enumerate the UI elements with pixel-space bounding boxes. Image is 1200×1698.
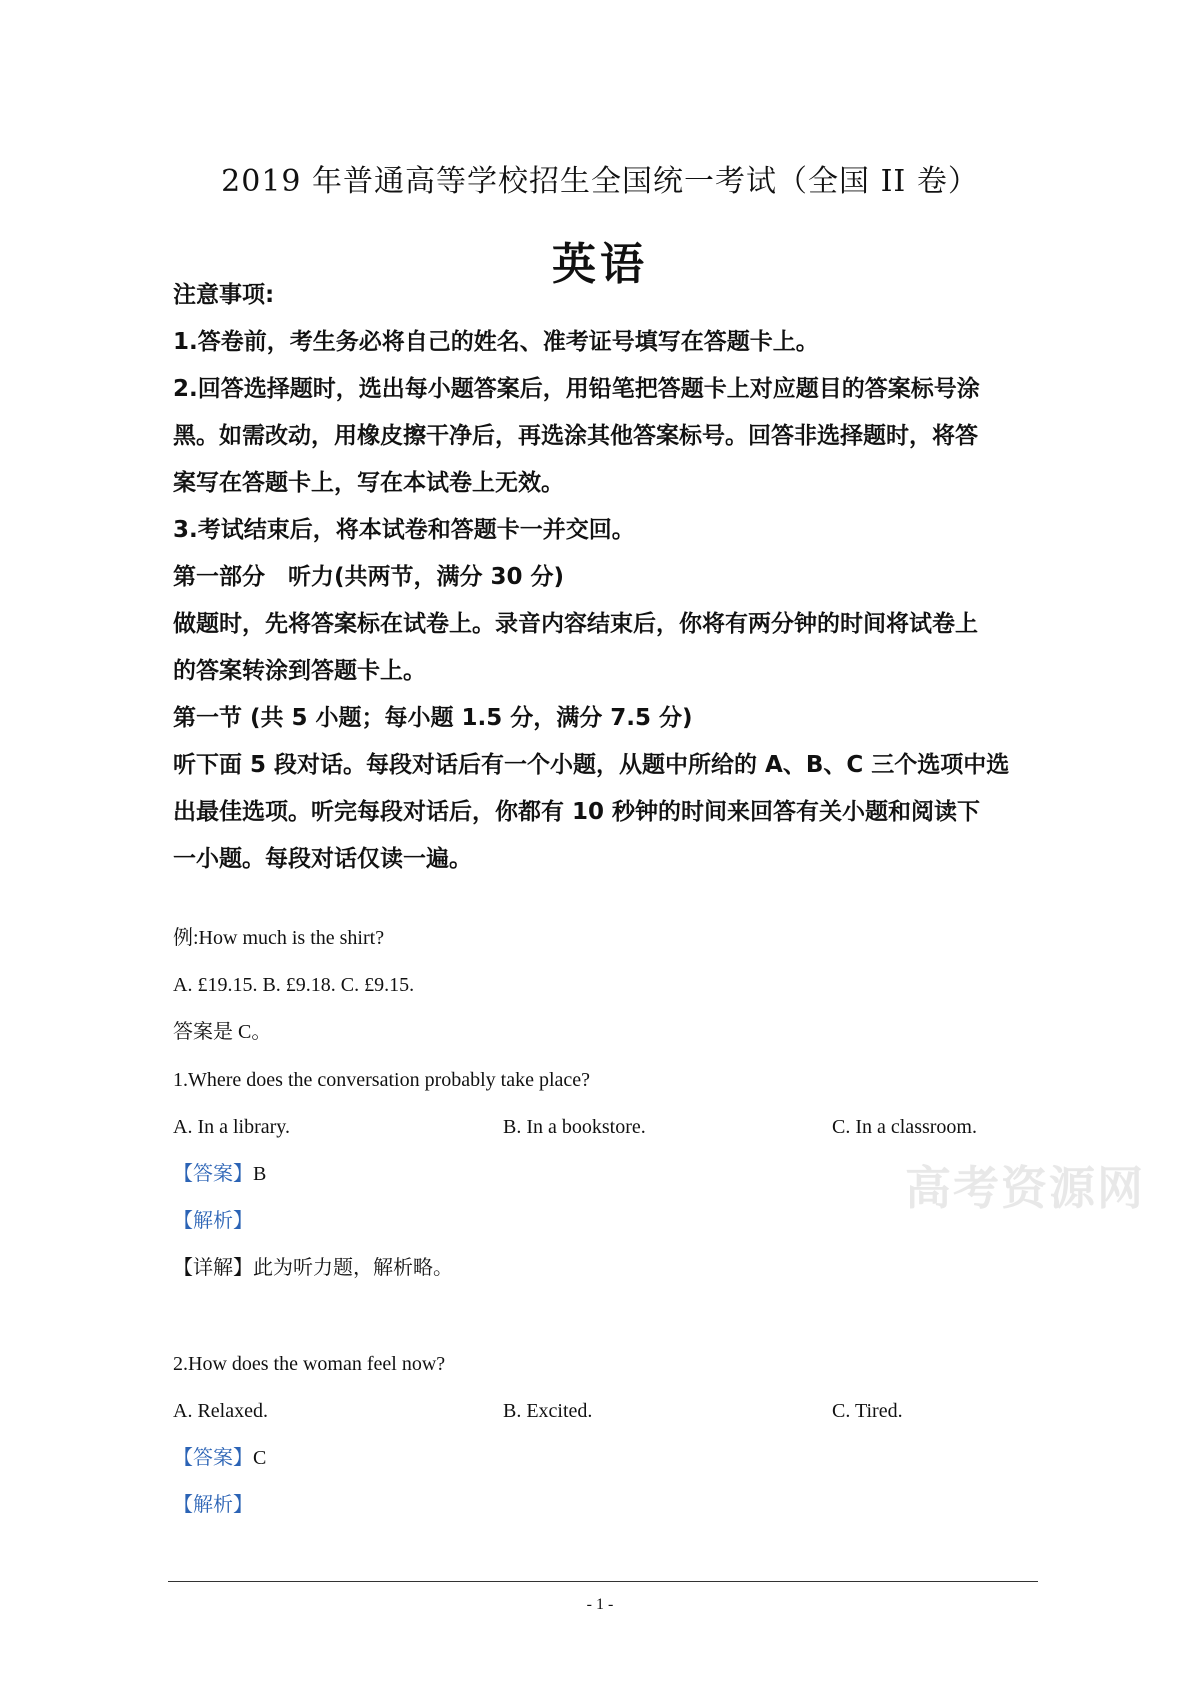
- answer-tag: 【答案】: [173, 1163, 253, 1185]
- instruction-line: 3.考试结束后，将本试卷和答题卡一并交回。: [173, 517, 635, 543]
- question-2-analysis-tag: 【解析】: [173, 1494, 253, 1516]
- page-number: - 1 -: [586, 1596, 614, 1613]
- answer-value: B: [253, 1163, 267, 1185]
- question-1-answer: [173, 1160, 266, 1188]
- watermark: 高考资源网: [905, 1161, 1145, 1215]
- footer-divider: [168, 1581, 1038, 1582]
- part1-intro-line: 做题时，先将答案标在试卷上。录音内容结束后，你将有两分钟的时间将试卷上: [173, 611, 978, 637]
- question-1-analysis-tag: 【解析】: [173, 1210, 253, 1232]
- answer-value: C: [253, 1447, 267, 1469]
- question-1-option-b: B. In a bookstore.: [503, 1116, 646, 1138]
- section1-intro-line: 一小题。每段对话仅读一遍。: [173, 846, 472, 872]
- section1-intro-line: 听下面 5 段对话。每段对话后有一个小题，从题中所给的 A、B、C 三个选项中选: [173, 752, 1010, 778]
- example-question: 例:How much is the shirt?: [173, 927, 385, 949]
- question-2-option-a: A. Relaxed.: [173, 1400, 268, 1422]
- section1-heading: 第一节 (共 5 小题；每小题 1.5 分，满分 7.5 分): [173, 705, 693, 731]
- exam-title: 2019 年普通高等学校招生全国统一考试（全国 II 卷）: [221, 164, 979, 199]
- section1-intro-line: 出最佳选项。听完每段对话后，你都有 10 秒钟的时间来回答有关小题和阅读下: [173, 799, 981, 825]
- question-2-option-b: B. Excited.: [503, 1400, 593, 1422]
- question-1-detail: 【详解】此为听力题，解析略。: [173, 1257, 453, 1279]
- instruction-line: 案写在答题卡上，写在本试卷上无效。: [173, 470, 564, 496]
- question-1: 1.Where does the conversation probably take place?: [173, 1069, 591, 1091]
- part1-heading: 第一部分 听力(共两节，满分 30 分): [173, 564, 565, 590]
- part1-intro-line: 的答案转涂到答题卡上。: [173, 658, 426, 684]
- question-2-answer: [173, 1444, 266, 1472]
- instructions-heading: 注意事项:: [173, 282, 275, 308]
- instruction-line: 2.回答选择题时，选出每小题答案后，用铅笔把答题卡上对应题目的答案标号涂: [173, 376, 980, 402]
- instruction-line: 黑。如需改动，用橡皮擦干净后，再选涂其他答案标号。回答非选择题时，将答: [173, 423, 978, 449]
- answer-tag: 【答案】: [173, 1447, 253, 1469]
- question-1-option-c: C. In a classroom.: [832, 1116, 977, 1138]
- question-2-option-c: C. Tired.: [832, 1400, 903, 1422]
- example-options: A. £19.15. B. £9.18. C. £9.15.: [173, 974, 415, 996]
- instruction-line: 1.答卷前，考生务必将自己的姓名、准考证号填写在答题卡上。: [173, 329, 819, 355]
- question-1-option-a: A. In a library.: [173, 1116, 290, 1138]
- example-answer: 答案是 C。: [173, 1021, 272, 1043]
- subject-title: 英语: [552, 239, 648, 290]
- question-2: 2.How does the woman feel now?: [173, 1353, 446, 1375]
